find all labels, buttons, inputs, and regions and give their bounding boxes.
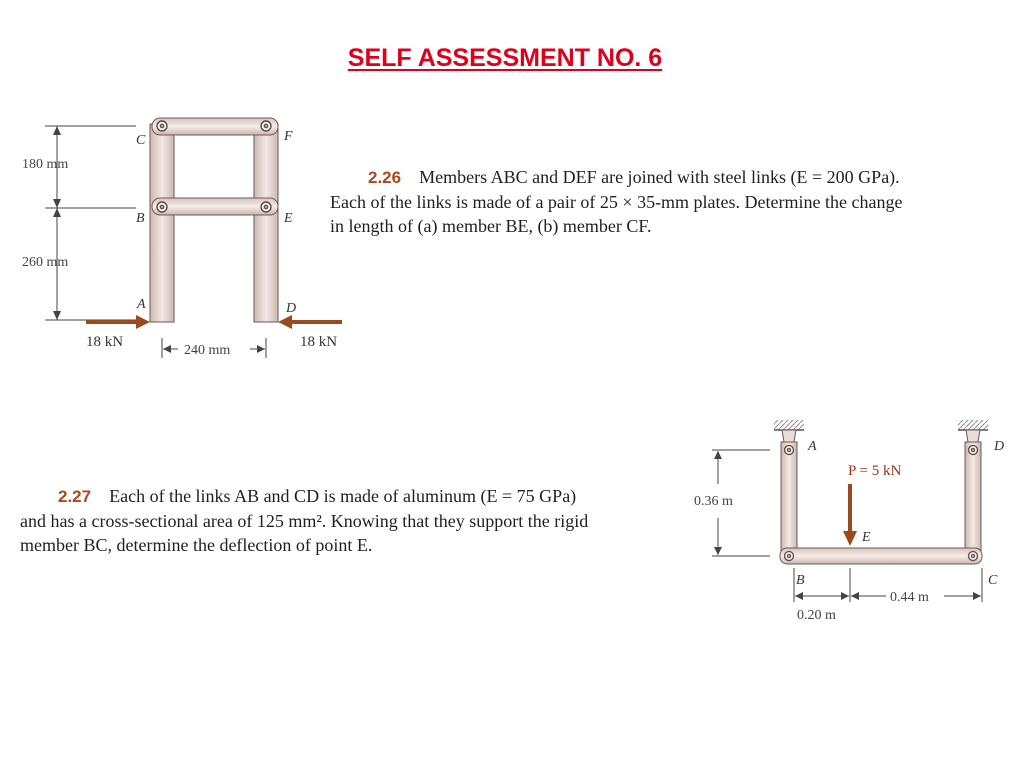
member-abc [150, 124, 174, 322]
force-arrow-left-icon [86, 315, 150, 329]
dimension-vertical [45, 126, 136, 320]
label-c: C [988, 573, 998, 588]
problem-2-27-line-1 [20, 484, 588, 509]
load-label: P = 5 kN [848, 463, 902, 479]
dim-260: 260 mm [22, 255, 69, 270]
force-right-label: 18 kN [300, 334, 338, 350]
dim-180: 180 mm [22, 157, 69, 172]
force-arrow-right-icon [278, 315, 342, 329]
label-a: A [137, 297, 146, 312]
link-be [152, 198, 278, 215]
load-arrow-icon [843, 484, 857, 546]
problem-2-27-line-3: member BC, determine the deflection of point E. [20, 535, 373, 555]
member-def [254, 124, 278, 322]
link-ab [781, 442, 797, 560]
problem-2-27-line-2: and has a cross-sectional area of 125 mm². Knowing that they support the rigid [20, 511, 589, 531]
problem-2-26-text-1: Members ABC and DEF are joined with steel links (E = 200 GPa). [419, 167, 900, 187]
problem-2-26-line-2: Each of the links is made of a pair of 25 × 35-mm plates. Determine the change [330, 192, 903, 212]
rigid-member-bc [780, 548, 982, 564]
dimension-horizontal [794, 568, 982, 602]
label-d: D [994, 439, 1005, 454]
dim-036: 0.36 m [694, 494, 733, 509]
label-f: F [284, 129, 293, 144]
label-d: D [286, 301, 297, 316]
figure-2-27 [690, 418, 1020, 628]
page-title: SELF ASSESSMENT NO. 6 [347, 44, 663, 72]
figure-2-26 [0, 100, 360, 370]
problem-number-2-26: 2.26 [368, 168, 402, 187]
dim-020: 0.20 m [797, 608, 836, 623]
problem-2-26 [330, 165, 902, 238]
label-a: A [808, 439, 817, 454]
link-cd [965, 442, 981, 560]
problem-2-26-line-3: in length of (a) member BE, (b) member CF. [330, 216, 652, 236]
problem-2-27-text-1: Each of the links AB and CD is made of aluminum (E = 75 GPa) [109, 486, 577, 506]
label-b: B [796, 573, 805, 588]
label-e: E [862, 530, 871, 545]
label-b: B [136, 211, 145, 226]
link-cf [152, 118, 278, 135]
force-left-label: 18 kN [86, 334, 124, 350]
problem-2-26-line-1 [330, 165, 902, 190]
label-c: C [136, 133, 146, 148]
dim-044: 0.44 m [890, 590, 929, 605]
dim-240: 240 mm [184, 343, 231, 358]
problem-2-27 [20, 484, 588, 557]
label-e: E [284, 211, 293, 226]
problem-number-2-27: 2.27 [58, 487, 92, 506]
